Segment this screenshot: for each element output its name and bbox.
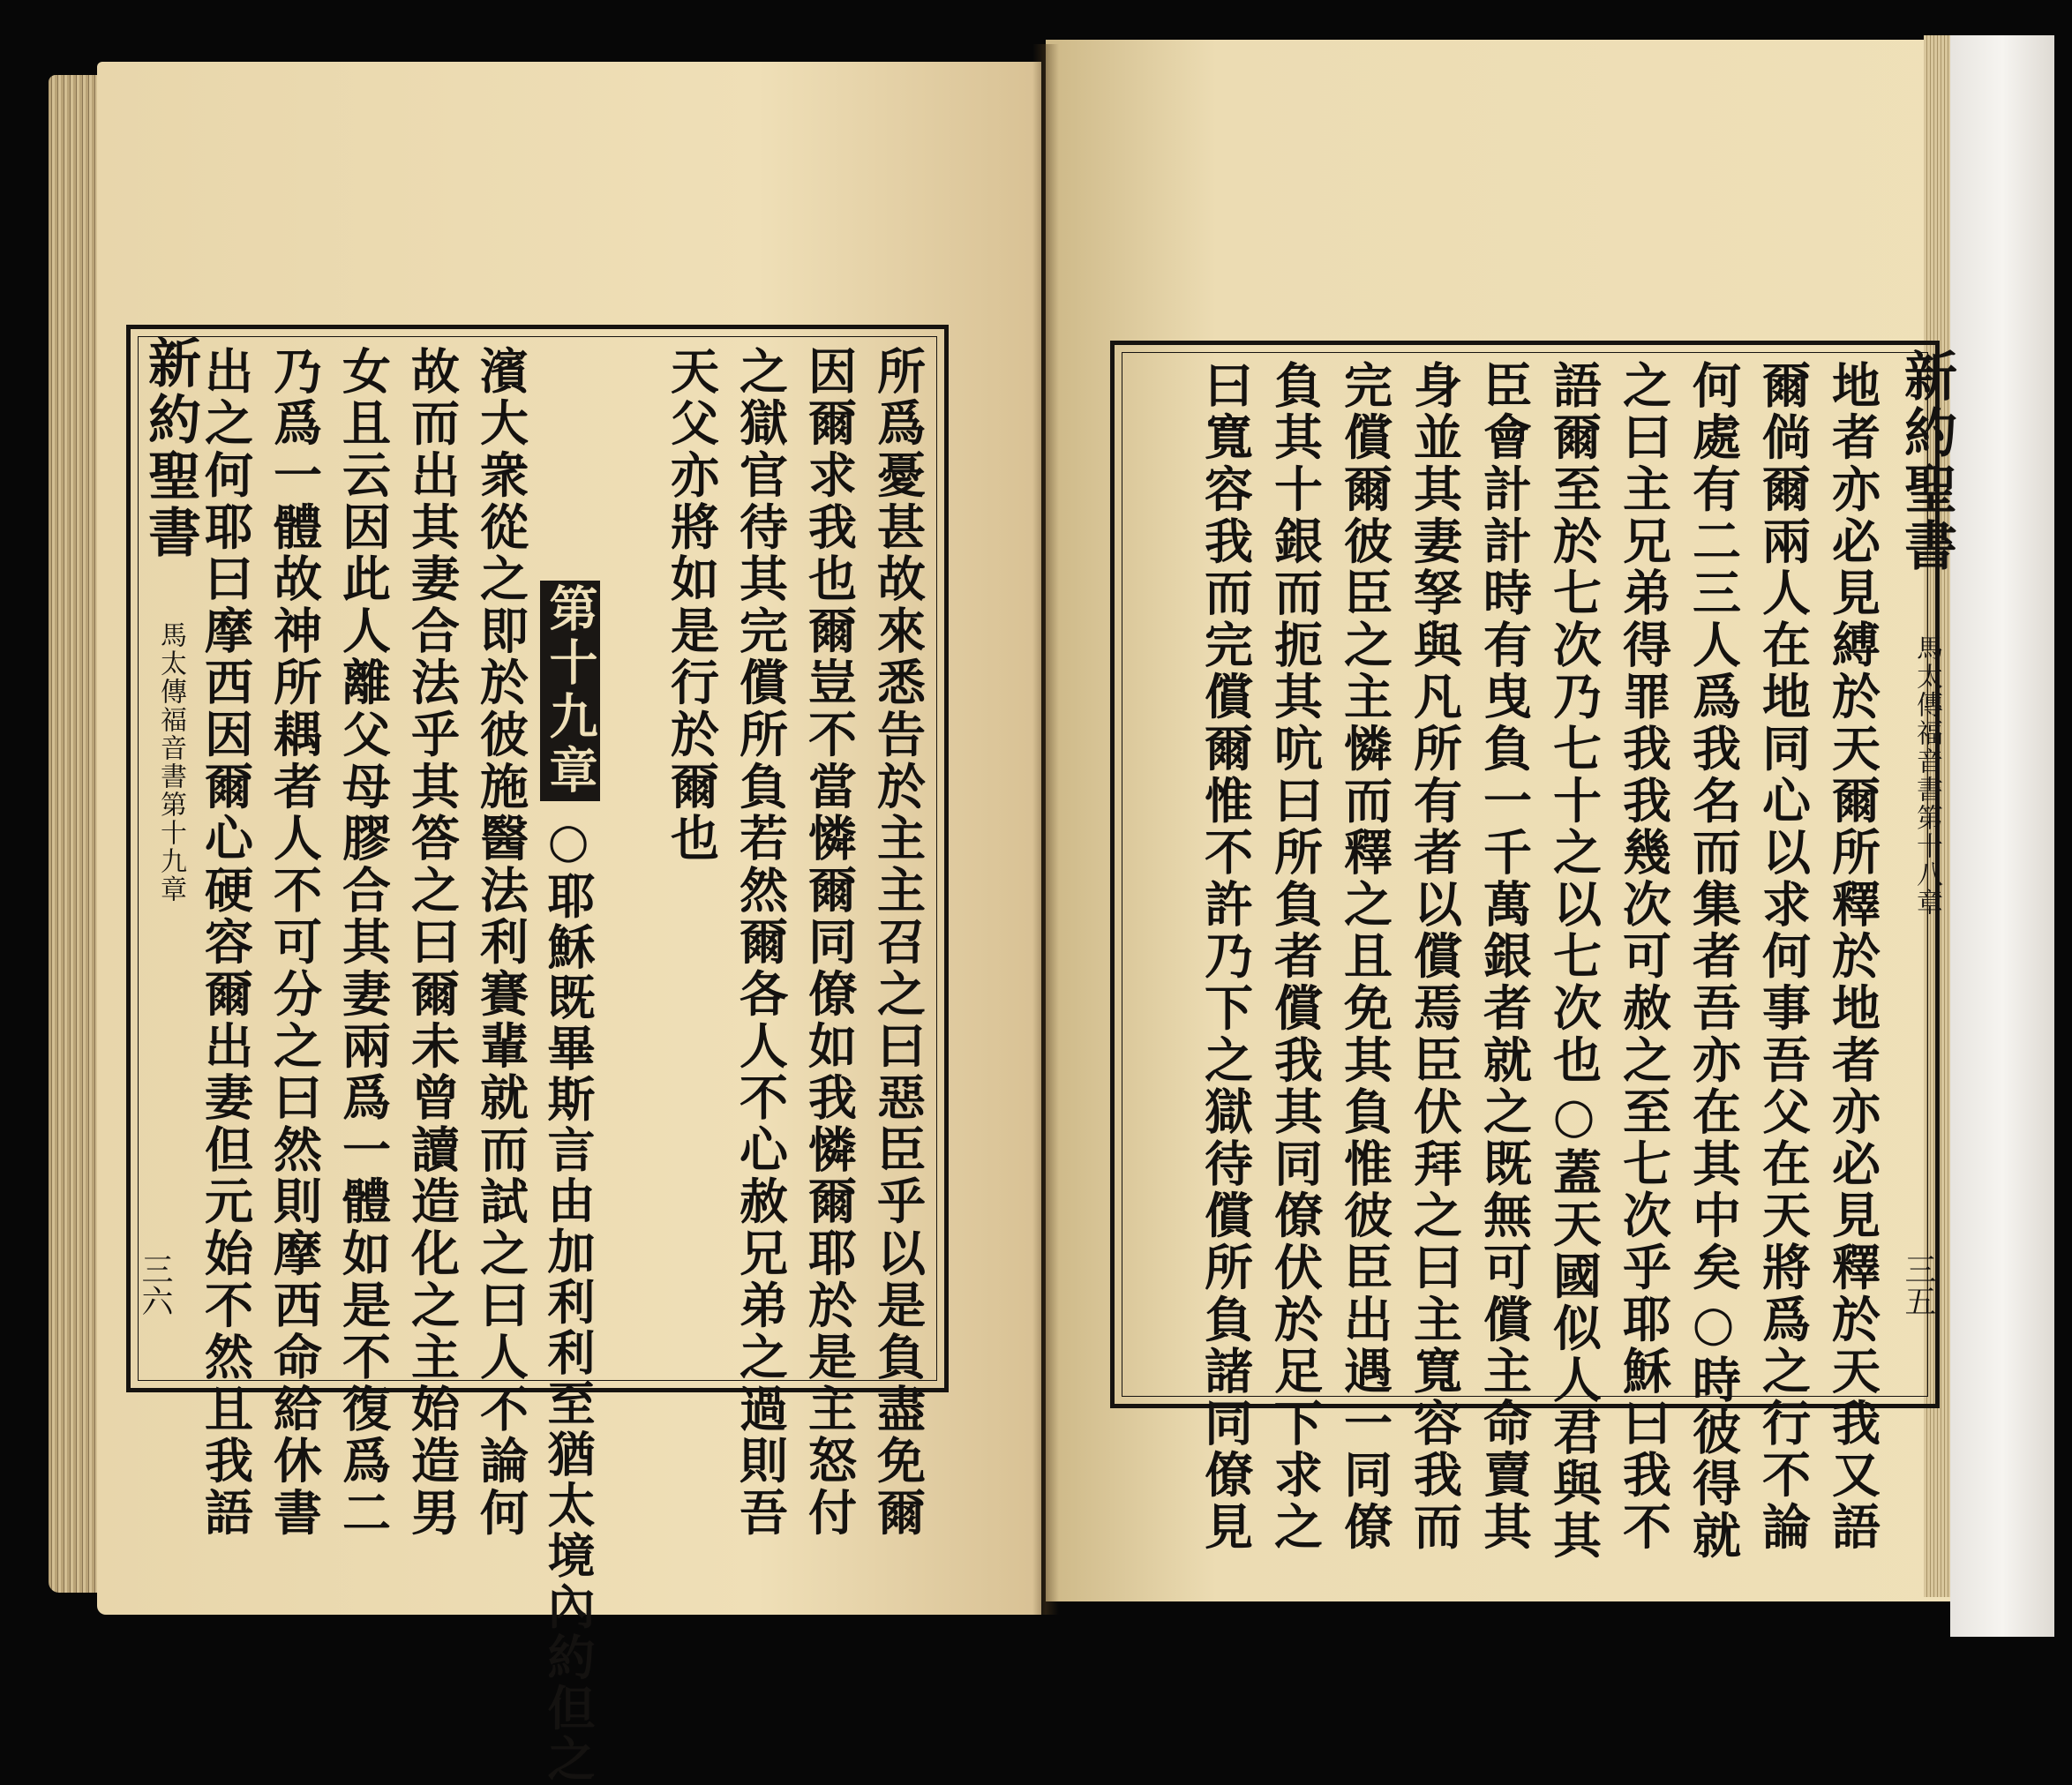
- right-col-8: 完償爾彼臣之主憐而釋之且免其負惟彼臣出遇一同僚: [1336, 360, 1393, 1554]
- left-col-5: ○耶穌既畢斯言由加利利至猶太境內約但之: [540, 812, 597, 1785]
- left-header-subtitle: 馬太傳福音書第十九章: [155, 621, 186, 904]
- right-col-7: 身並其妻孥與凡所有者以償焉臣伏拜之曰主寬容我而: [1406, 360, 1463, 1554]
- right-col-10: 曰寬容我而完償爾惟不許乃下之獄待償所負諸同僚見: [1197, 360, 1254, 1554]
- right-col-6: 臣會計計時有曳負一千萬銀者就之既無可償主命賣其: [1475, 360, 1533, 1554]
- right-col-3: 何處有二三人爲我名而集者吾亦在其中矣○時彼得就: [1685, 360, 1742, 1563]
- right-col-9: 負其十銀而扼其吭曰所負者償我其同僚伏於足下求之: [1266, 360, 1324, 1554]
- left-col-9: 乃爲一體故神所耦者人不可分之曰然則摩西命給休書: [266, 346, 323, 1540]
- left-col-7: 故而出其妻合法乎其答之曰爾未曾讀造化之主始造男: [403, 346, 461, 1540]
- right-col-2: 爾倘爾兩人在地同心以求何事吾父在天將爲之行不論: [1754, 360, 1812, 1554]
- right-header-title: 新約聖書: [1896, 349, 1957, 574]
- left-header-title: 新約聖書: [139, 335, 201, 561]
- right-col-4: 之曰主兄弟得罪我我幾次可赦之至七次乎耶穌曰我不: [1615, 360, 1672, 1554]
- right-col-1: 地者亦必見縛於天爾所釋於地者亦必見釋於天我又語: [1824, 360, 1881, 1554]
- left-col-8: 女且云因此人離父母膠合其妻兩爲一體如是不復爲二: [334, 346, 392, 1540]
- left-col-1: 所爲憂甚故來悉告於主主召之曰惡臣乎以是負盡免爾: [869, 346, 927, 1540]
- paper-bookmark: [1950, 35, 2054, 1637]
- left-page-number: 三六: [137, 1253, 173, 1316]
- chapter-heading: 第十九章: [540, 581, 600, 801]
- left-col-4: 天父亦將如是行於爾也: [663, 346, 720, 865]
- left-col-3: 之獄官待其完償所負若然爾各人不心赦兄弟之過則吾: [732, 346, 789, 1540]
- right-header-subtitle: 馬太傳福音書第十八章: [1911, 634, 1942, 917]
- right-header: [1888, 349, 1964, 917]
- left-col-10: 出之何耶曰摩西因爾心硬容爾出妻但元始不然且我語: [197, 346, 254, 1540]
- right-col-5: 語爾至於七次乃七十之以七次也○蓋天國似人君與其: [1545, 360, 1603, 1563]
- left-col-6: 濱大衆從之即於彼施醫法利賽輩就而試之曰人不論何: [472, 346, 529, 1540]
- book-gutter: [1032, 44, 1059, 1615]
- left-col-2: 因爾求我也爾豈不當憐爾同僚如我憐爾耶於是主怒付: [800, 346, 858, 1540]
- right-page-number: 三五: [1900, 1253, 1936, 1316]
